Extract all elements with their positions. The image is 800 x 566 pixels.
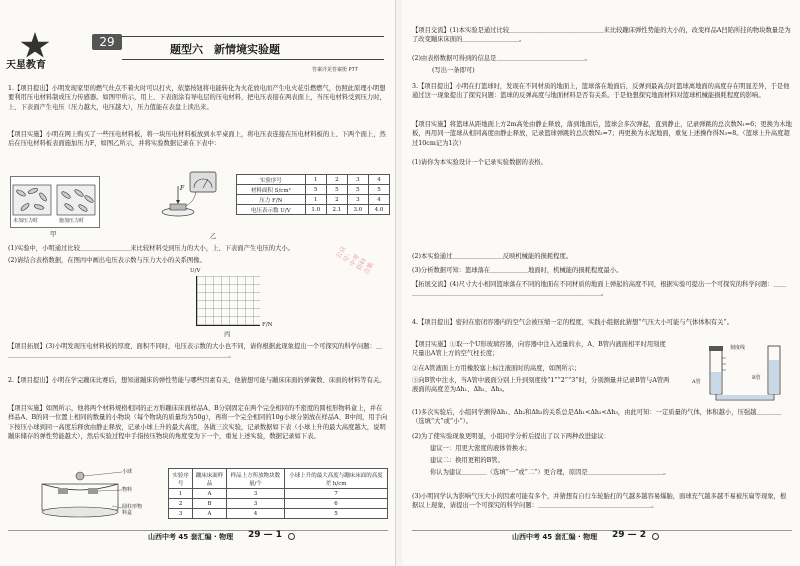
footer-text: 山西中考 45 套汇编 · 物理: [148, 533, 234, 541]
q4-suggestion1: 建议一：用更大密度的液体替换水；: [430, 445, 531, 452]
q4-part3: (3)小明同学认为影响气压大小的因素可能有多个，并猜想有自行车轮胎打的气越多越容易爆胎，面球充气越多越不易被压扁等现象，根据以上现象，请提出一个可探究的科学问题：＿＿＿＿＿＿＿＿＿＿＿＿＿＿＿＿＿＿。: [412, 493, 787, 510]
page-number: 29 — 1: [248, 530, 283, 540]
q1-part1: (1)实验中，小明通过比较＿＿＿＿＿＿＿＿来比较材料受到压力的大小，上、下表面产生电压的大小。: [8, 245, 294, 252]
source-note: 答案详见答案册 P77: [312, 67, 358, 73]
figure-u-tube: [690, 340, 790, 404]
page-number-badge: 29: [92, 34, 122, 50]
q4-step3: ③向B管中注水，当A管中液面分别上升到刻度线“1”“2”“3”时，分别测量并记录B管与A管两液面的高度差为Δh₁、Δh₂、Δh₃。: [412, 377, 670, 394]
q3-intro: 3.【项目提出】小明在打篮球时，发现在不同材质的地面上，篮球落在地面后，反弹到最高点时篮球离地面的高度存在明显差异，于是他通过这一现象提出了探究问题：篮球的反弹高度与地面材料是否有关系。于是他想探究地面材料对篮球机械能损耗程度的影响。: [412, 83, 790, 100]
fig-jia-caption-a: 未加压力时: [13, 218, 39, 224]
q4-step2: ②在A管液面上方用橡胶塞上标注液面时的高度，如图所示；: [412, 365, 581, 372]
fig-jia-caption-b: 施加压力时: [59, 218, 85, 224]
logo-text: 天星教育: [6, 60, 46, 71]
q4-suggestion2: 建议二：换用更粗的B管。: [430, 457, 504, 464]
q2-part2: (2)由表格数据可得到的信息是＿＿＿＿＿＿＿＿＿＿＿＿＿＿。: [412, 55, 591, 62]
q4-step1: 【项目实施】①取一个U形玻璃容器，向容器中注入适量的水，A、B管内液面相平时用刻度尺量出A管上方的空气柱长度；: [412, 341, 666, 358]
q3-part3: (3)分析数据可知：篮球落在＿＿＿＿＿＿地面时，机械能的损耗程度最小。: [412, 267, 623, 274]
graph-label: 丙: [224, 331, 231, 338]
fig2-label-ball: 小球: [122, 469, 133, 475]
fig-jia-label: 甲: [50, 231, 57, 238]
figure-jia: [10, 176, 100, 228]
svg-text:F: F: [180, 185, 185, 192]
q3-part4: 【拓展交流】(4)尺寸大小相同篮球落在不同的地面在不同材质的地面上弹起的高度不同，根据实验可提出一个可探究的科学问题：＿＿＿＿＿＿＿＿＿＿＿＿＿＿＿＿＿＿＿＿＿＿＿＿＿＿＿＿＿＿＿＿。: [412, 281, 787, 298]
brand-icon: [288, 533, 295, 540]
fig4-label-a: A管: [692, 379, 701, 385]
fig-yi-label: 乙: [210, 233, 217, 240]
graph-x-label: F/N: [262, 322, 273, 328]
logo: [6, 24, 92, 71]
fig4-label-scale: 刻度线: [730, 345, 746, 351]
q3-part2: (2)本实验通过＿＿＿＿＿＿＿＿反映机械能的损耗程度。: [412, 253, 573, 260]
footer-line: [8, 530, 388, 531]
fig2-label-box: 圆柱形物料盒: [122, 504, 143, 516]
q2-part2-note: (写出一条即可): [432, 67, 475, 74]
page-title: 题型六 新情境实验题: [170, 43, 280, 56]
q1-part2: (2)请结合表格数据，在图丙中画出电压表示数与压力大小的关系图像。: [8, 257, 206, 264]
q3-part1: (1)请你为本实验设计一个记录实验数据的表格。: [412, 159, 547, 166]
q1-implementation: 【项目实施】小明在网上购买了一些压电材料板，将一块压电材料板放到水平桌面上，将电压表连接在压电材料板的上、下两个面上，然后在压电材料板表面施加压力F，如图乙所示，并将实验数据记录在下表中：: [8, 131, 386, 148]
q4-intro: 4.【项目提出】密封在密闭容器内的空气会被压缩一定的程度，实践小组据此猜想“气压大小可能与气体体积有关”。: [412, 319, 733, 326]
q4-part2: (2)为了使实验现象更明显，小组同学分析后提出了以下两种改进建议：: [412, 433, 610, 440]
right-page: [402, 0, 800, 566]
data-table-1: 实验序号 1 2 3 4 材料面积 S/cm² 5 5 5 5 压力 F/N 1 2 3 4 电压表示数 U/V 1.0 2.1 3.0 4.0: [236, 174, 390, 215]
graph-grid: [196, 276, 260, 326]
brand-icon: [652, 533, 659, 540]
watermark: 公众号：中考资料合集: [334, 244, 376, 277]
q1-intro: 1.【项目提出】小明发现家里的燃气灶点不着火时可以打火，依靠按钮将电能转化为火花放电而产生电火花引燃燃气，仿照此原理小明想要利用压电材料制成压力传感器。如图甲所示，用上、下表面涂有导电层的压电材料，把电压表接在两表面上，当压电材料受到压力时，上、下表面产生电压（压力越大，电压越大），压力值能在表盘上读出来。: [8, 85, 386, 111]
page-number: 29 — 2: [612, 530, 647, 540]
q2-intro: 2.【项目提出】小明在学完蹦床比赛后，想知道蹦床的弹性势能与哪些因素有关，他猜想可能与蹦床床面的弹簧数、床面的材料等有关。: [8, 377, 386, 384]
q3-implementation: 【项目实施】将篮球从距地面上方2m高处由静止释放，落到地面后，篮球会多次弹起，直到静止，记录弹跳的总次数N₁=6；更换为木地板，再用同一篮球从相同高度由静止释放，记录篮球弹跳的总次数N₂=7；再更换为水泥地面，重复上述操作得N₃=8。（篮球上升高度超过10cm记为1次）: [412, 121, 792, 147]
q4-choice: 你认为建议＿＿＿＿（选填“一”或“二”）更合理，原因是＿＿＿＿＿＿＿＿＿＿＿＿。: [430, 469, 670, 476]
footer-text: 山西中考 45 套汇编 · 物理: [512, 533, 598, 541]
footer-line: [412, 530, 792, 531]
data-table-2: 实验序号 蹦床床面样品 样品上方所放物块数量/个 小球上升的最大高度与蹦床床面的高度差 h/cm 1 A 3 7 2 B 3 6 3 A 4 5: [168, 468, 388, 519]
figure-yi: [160, 168, 224, 232]
q1-part3: 【项目拓展】(3)小明发现压电材料板的厚度、面积不同时，电压表示数的大小也不同，请你根据此现象提出一个可探究的科学问题：＿＿＿＿＿＿＿＿＿＿＿＿＿＿＿＿＿＿＿＿＿＿＿＿＿＿＿＿＿＿＿＿＿＿＿＿。: [8, 343, 383, 360]
left-page: [0, 0, 396, 566]
fig4-label-b: B管: [752, 375, 761, 381]
q2-implementation: 【项目实施】如图所示，他将两个材料规格相同的正方形蹦床床面样品A、B分别固定在两个完全相同的不密度的圆柱形物料盒上，并在样品A、B的同一位置上相同的数量的小物块（每个物块的质量均为50g），再将一个完全相同的10g小球分别放在样品A、B中间，用手向下按压小球到同一高度后释放由静止释放，记录小球上升的最大高度，各做三次实验，记录数据如下表（小球上升的最大高度越大，说明蹦床储存的弹性势能越大），然后实验过程中手指按压物块的角度变为下一个，重复上述实验，数据记录如下表。: [8, 405, 388, 441]
graph-y-label: U/V: [190, 268, 201, 274]
fig2-label-block: 物料: [122, 487, 133, 493]
figure-q2: [22, 466, 142, 524]
q2-part1: 【项目交流】(1)本实验是通过比较＿＿＿＿＿＿＿＿＿＿＿＿＿＿＿来比较蹦床弹性势能的大小的，改变样品A凹陷所挂的物块数量是为了改变蹦床床面的＿＿＿＿＿＿＿＿＿。: [412, 27, 791, 44]
q4-part1: (1)多次实验后，小组同学测得Δh₁、Δh₂和Δh₃的关系总是Δh₁<Δh₂<Δh₃，由此可知：一定质量的气体，体积越小，压强越＿＿＿＿（选填“大”或“小”）。: [412, 409, 782, 426]
